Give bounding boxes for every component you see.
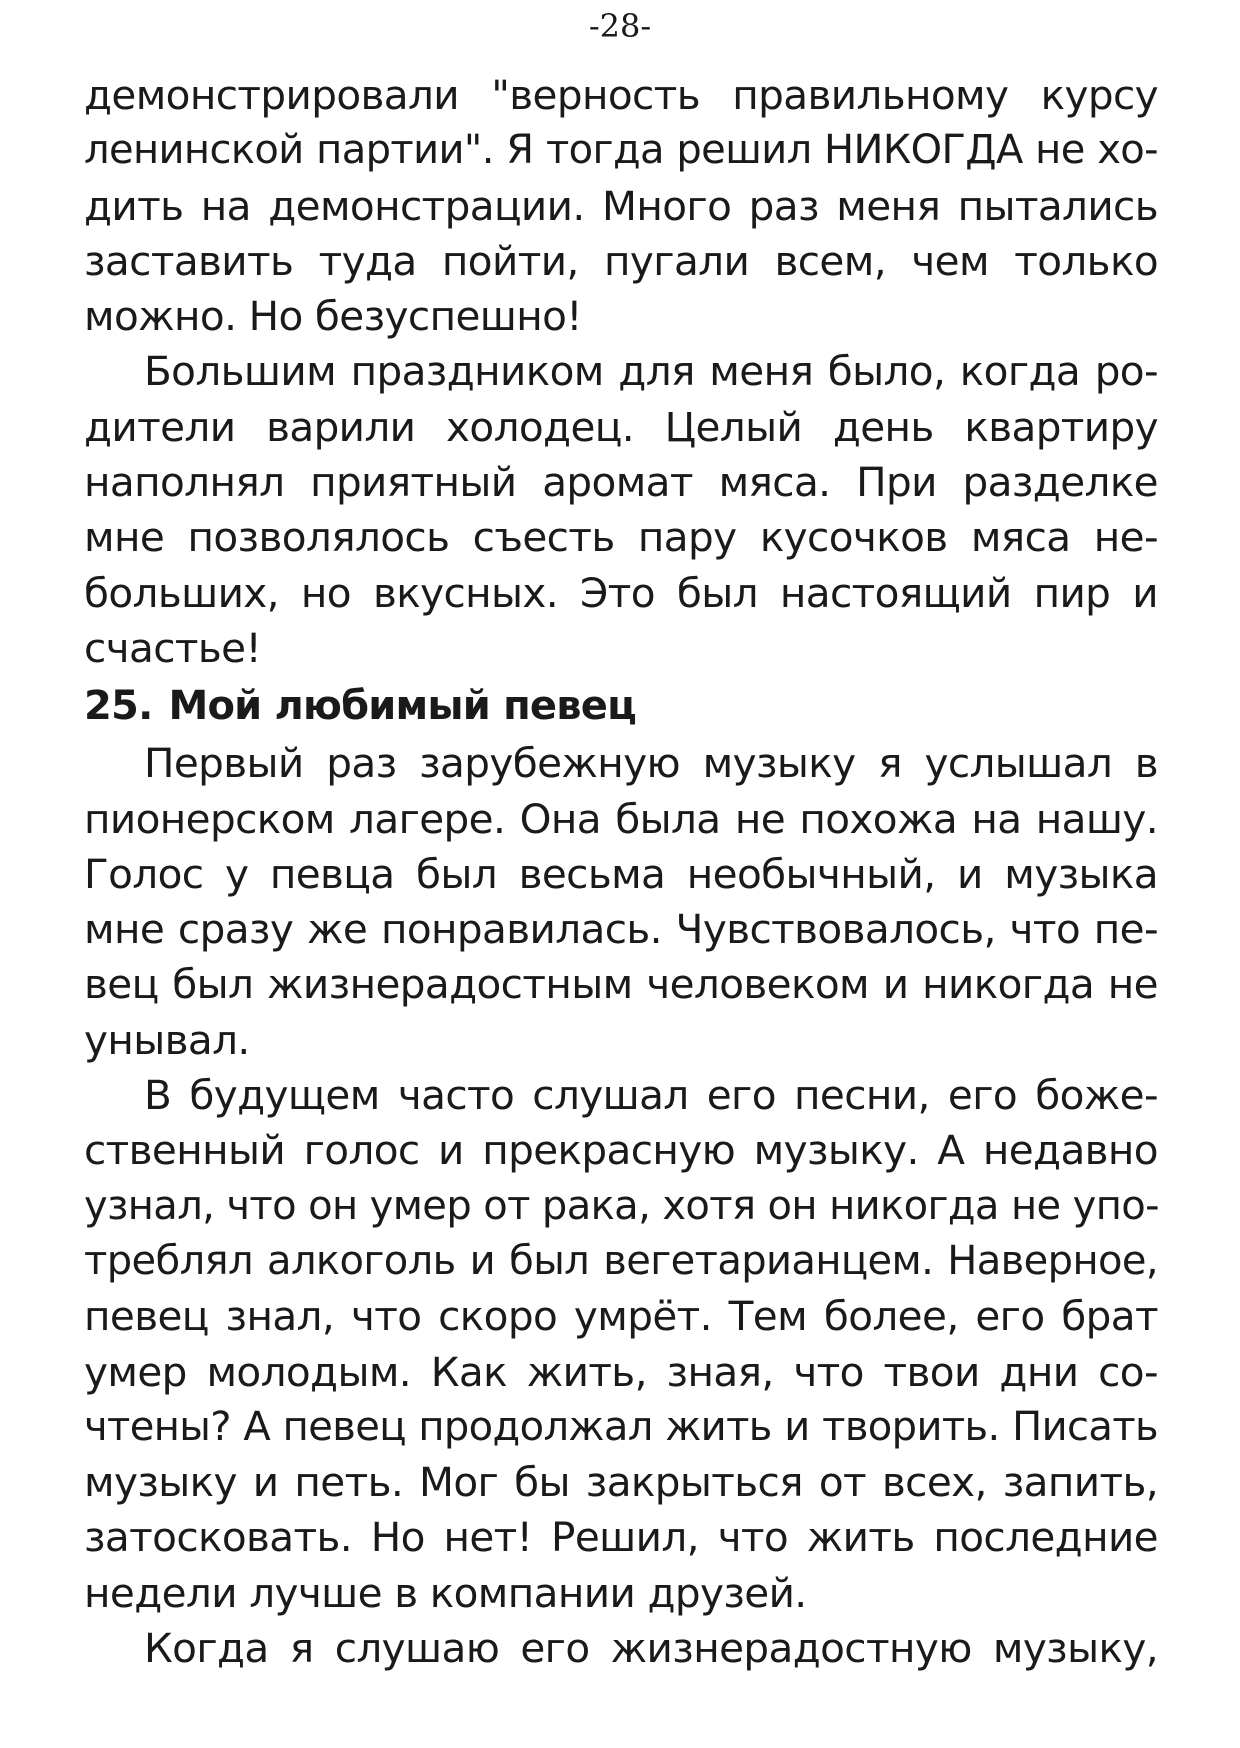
page-content <box>84 68 1158 1676</box>
paragraph <box>84 344 1158 676</box>
text-line: недели лучше в компании друзей. <box>84 1568 807 1617</box>
paragraph <box>84 1621 1158 1676</box>
text-line: ленинской партии". Я тогда решил НИКОГДА не хо- <box>84 127 1158 174</box>
text-line: можно. Но безуспешно! <box>84 292 582 341</box>
text-line: певец знал, что скоро умрёт. Тем более, его брат <box>84 1292 1158 1341</box>
section-heading <box>84 676 1158 736</box>
text-line: вец был жизнерадостным человеком и никогда не <box>84 960 1158 1009</box>
text-line: мне сразу же понравилась. Чувствовалось, что пе- <box>84 905 1158 954</box>
text-line: заставить туда пойти, пугали всем, чем только <box>84 236 1158 285</box>
text-line: мне позволялось съесть пару кусочков мяса не- <box>84 513 1158 562</box>
text-line: умер молодым. Как жить, зная, что твои дни со- <box>84 1347 1158 1396</box>
text-line: Голос у певца был весьма необычный, и музыка <box>84 849 1158 898</box>
text-line: треблял алкоголь и был вегетарианцем. Наверное, <box>84 1237 1158 1284</box>
text-line: музыку и петь. Мог бы закрыться от всех, запить, <box>84 1458 1158 1507</box>
text-line: демонстрировали "верность правильному курсу <box>84 71 1158 119</box>
text-line: счастье! <box>84 623 262 672</box>
paragraph <box>84 68 1158 344</box>
text-line: узнал, что он умер от рака, хотя он никогда не упо- <box>84 1182 1159 1229</box>
text-line: дить на демонстрации. Много раз меня пытались <box>84 181 1158 230</box>
text-line: ственный голос и прекрасную музыку. А недавно <box>84 1126 1158 1175</box>
text-line: унывал. <box>84 1015 250 1064</box>
page-number: -28- <box>588 7 652 45</box>
text-line: пионерском лагере. Она была не похожа на нашу. <box>84 794 1158 843</box>
paragraph <box>84 736 1158 1068</box>
text-line: Большим праздником для меня было, когда ро- <box>144 347 1158 396</box>
paragraph <box>84 1068 1158 1621</box>
text-line: больших, но вкусных. Это был настоящий пир и <box>84 568 1158 617</box>
section-number: 25. <box>84 683 153 730</box>
text-line: дители варили холодец. Целый день квартиру <box>84 402 1158 451</box>
text-line: Первый раз зарубежную музыку я услышал в <box>144 739 1158 788</box>
text-line: Когда я слушаю его жизнерадостную музыку, <box>144 1624 1158 1673</box>
text-line: В будущем часто слушал его песни, его боже- <box>144 1071 1158 1120</box>
text-line: чтены? А певец продолжал жить и творить. Писать <box>84 1403 1158 1450</box>
text-line: затосковать. Но нет! Решил, что жить последние <box>84 1513 1158 1562</box>
text-line: наполнял приятный аромат мяса. При разделке <box>84 458 1158 507</box>
section-title: Мой любимый певец <box>168 683 636 730</box>
